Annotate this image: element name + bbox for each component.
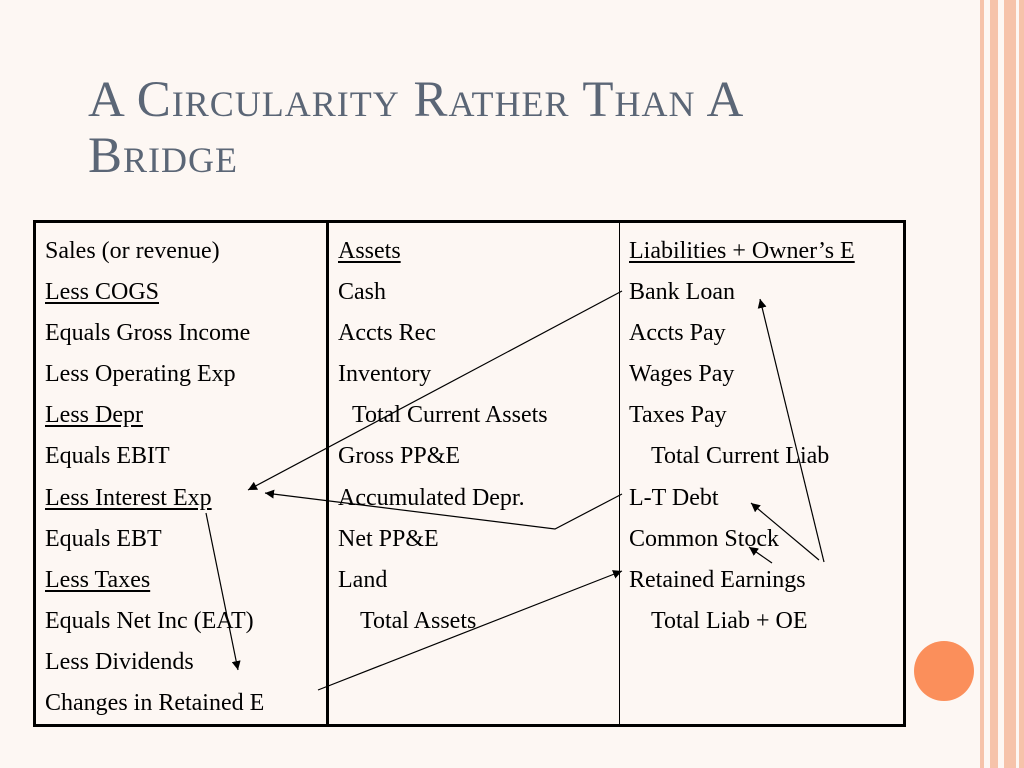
liability-line: Total Liab + OE	[651, 607, 808, 634]
income-line: Equals Gross Income	[45, 320, 251, 347]
income-line: Less Operating Exp	[45, 361, 236, 388]
asset-line: Gross PP&E	[338, 443, 461, 470]
asset-line: Total Current Assets	[352, 402, 548, 429]
liabilities-column	[620, 222, 905, 726]
liability-line: Taxes Pay	[629, 402, 727, 429]
income-line: Sales (or revenue)	[45, 238, 220, 264]
asset-line: Cash	[338, 279, 386, 306]
income-line: Less Taxes	[45, 566, 151, 593]
income-statement-column	[35, 222, 328, 726]
income-line: Equals EBIT	[45, 443, 170, 470]
liabilities-header: Liabilities + Owner’s E	[629, 238, 855, 264]
liability-line: Bank Loan	[629, 279, 735, 306]
financial-statements-table	[33, 220, 906, 727]
asset-line: Accts Rec	[338, 320, 436, 347]
liability-line: Total Current Liab	[651, 443, 830, 470]
asset-line: Inventory	[338, 361, 432, 388]
income-line: Less COGS	[45, 279, 160, 306]
liability-line: Common Stock	[629, 525, 780, 552]
asset-line: Accumulated Depr.	[338, 484, 525, 511]
income-line: Less Dividends	[45, 648, 194, 675]
decor-stripe	[1004, 0, 1016, 768]
income-line: Changes in Retained E	[45, 690, 265, 717]
asset-line: Total Assets	[360, 607, 477, 634]
decor-stripe	[980, 0, 984, 768]
liability-line: Accts Pay	[629, 320, 726, 347]
liability-line: Retained Earnings	[629, 566, 806, 593]
decor-circle	[914, 641, 974, 701]
assets-column	[328, 222, 620, 726]
income-line: Equals EBT	[45, 525, 162, 552]
decor-stripe	[1019, 0, 1024, 768]
assets-header: Assets	[338, 238, 401, 264]
decor-stripe	[990, 0, 998, 768]
asset-line: Land	[338, 566, 388, 593]
liability-line: Wages Pay	[629, 361, 735, 388]
asset-line: Net PP&E	[338, 525, 439, 552]
liability-line: L-T Debt	[629, 484, 719, 511]
income-line: Less Interest Exp	[45, 484, 212, 511]
slide-title: A Circularity Rather Than A Bridge	[88, 72, 742, 184]
income-line: Equals Net Inc (EAT)	[45, 607, 254, 634]
income-line: Less Depr	[45, 402, 143, 429]
